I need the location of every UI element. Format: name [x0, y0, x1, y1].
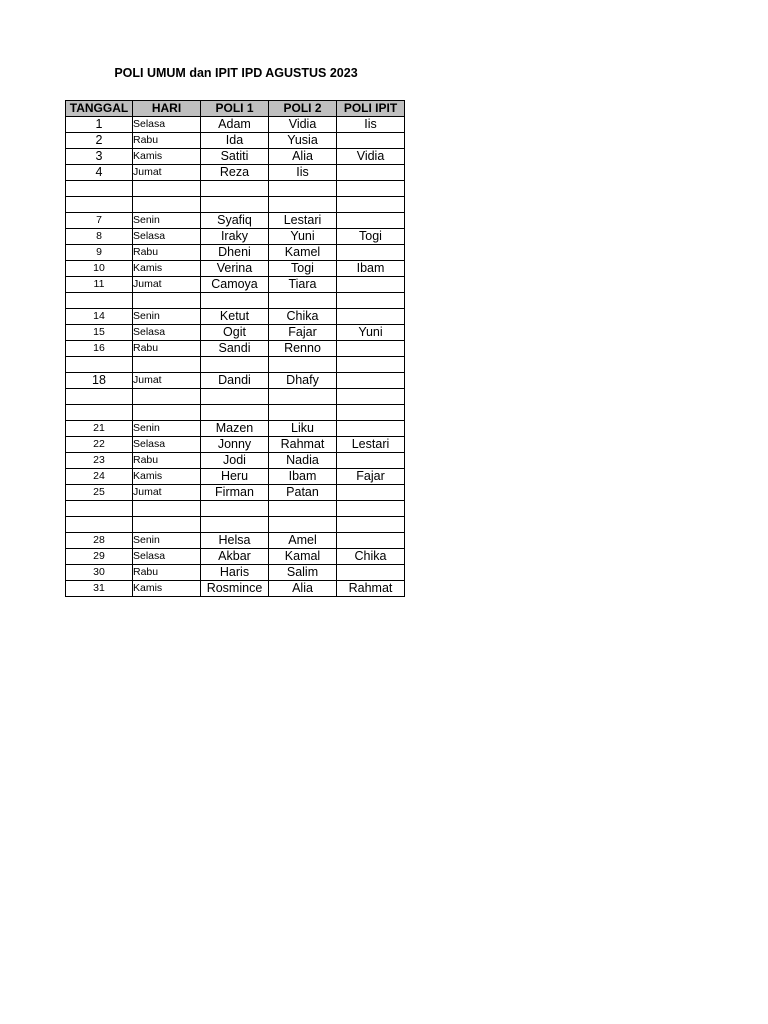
table-row — [66, 421, 405, 437]
cell-poli-1: Ogit — [201, 325, 269, 341]
cell-tanggal: 24 — [66, 469, 133, 485]
table-row — [66, 293, 405, 309]
cell-poli-1: Syafiq — [201, 213, 269, 229]
cell-poli-2: Nadia — [269, 453, 337, 469]
table-row — [66, 213, 405, 229]
cell-poli-ipit — [337, 213, 405, 229]
cell-poli-ipit: Togi — [337, 229, 405, 245]
cell-poli-2: Chika — [269, 309, 337, 325]
cell-tanggal — [66, 389, 133, 405]
cell-poli-2: Patan — [269, 485, 337, 501]
cell-hari — [133, 197, 201, 213]
cell-poli-ipit — [337, 197, 405, 213]
cell-poli-ipit — [337, 293, 405, 309]
cell-poli-1: Haris — [201, 565, 269, 581]
cell-hari — [133, 389, 201, 405]
cell-poli-2: Rahmat — [269, 437, 337, 453]
cell-poli-ipit — [337, 485, 405, 501]
table-row — [66, 533, 405, 549]
cell-poli-2 — [269, 197, 337, 213]
cell-hari: Rabu — [133, 341, 201, 357]
table-row — [66, 181, 405, 197]
cell-poli-ipit — [337, 341, 405, 357]
cell-tanggal: 30 — [66, 565, 133, 581]
cell-poli-ipit: Iis — [337, 117, 405, 133]
cell-poli-ipit — [337, 533, 405, 549]
cell-hari: Kamis — [133, 261, 201, 277]
cell-poli-ipit — [337, 277, 405, 293]
table-row — [66, 261, 405, 277]
cell-tanggal: 4 — [66, 165, 133, 181]
cell-poli-2 — [269, 181, 337, 197]
cell-poli-2 — [269, 501, 337, 517]
cell-poli-ipit — [337, 181, 405, 197]
table-row — [66, 165, 405, 181]
cell-poli-1: Adam — [201, 117, 269, 133]
cell-hari: Jumat — [133, 485, 201, 501]
cell-poli-ipit — [337, 517, 405, 533]
cell-poli-ipit — [337, 165, 405, 181]
cell-poli-1: Heru — [201, 469, 269, 485]
schedule-table — [65, 100, 405, 597]
cell-poli-ipit: Yuni — [337, 325, 405, 341]
cell-poli-1: Mazen — [201, 421, 269, 437]
cell-tanggal — [66, 293, 133, 309]
cell-hari — [133, 181, 201, 197]
cell-hari — [133, 517, 201, 533]
cell-hari — [133, 501, 201, 517]
cell-poli-1 — [201, 293, 269, 309]
cell-poli-1: Jonny — [201, 437, 269, 453]
table-row — [66, 325, 405, 341]
cell-tanggal — [66, 405, 133, 421]
cell-poli-2 — [269, 293, 337, 309]
cell-hari: Kamis — [133, 149, 201, 165]
cell-poli-ipit: Vidia — [337, 149, 405, 165]
cell-tanggal: 11 — [66, 277, 133, 293]
table-row — [66, 357, 405, 373]
cell-hari — [133, 357, 201, 373]
cell-tanggal — [66, 501, 133, 517]
cell-tanggal — [66, 357, 133, 373]
cell-tanggal: 21 — [66, 421, 133, 437]
cell-poli-ipit: Fajar — [337, 469, 405, 485]
table-row — [66, 309, 405, 325]
page-title: POLI UMUM dan IPIT IPD AGUSTUS 2023 — [114, 66, 358, 80]
cell-poli-2 — [269, 517, 337, 533]
cell-tanggal: 2 — [66, 133, 133, 149]
cell-hari: Rabu — [133, 133, 201, 149]
cell-hari: Senin — [133, 421, 201, 437]
cell-poli-ipit — [337, 501, 405, 517]
cell-poli-2: Alia — [269, 581, 337, 597]
cell-tanggal: 29 — [66, 549, 133, 565]
table-row — [66, 277, 405, 293]
cell-tanggal: 16 — [66, 341, 133, 357]
cell-poli-2: Liku — [269, 421, 337, 437]
cell-poli-2: Alia — [269, 149, 337, 165]
header-row — [66, 101, 405, 117]
cell-hari: Jumat — [133, 165, 201, 181]
cell-poli-1: Dandi — [201, 373, 269, 389]
table-row — [66, 549, 405, 565]
table-row — [66, 485, 405, 501]
cell-tanggal: 31 — [66, 581, 133, 597]
table-row — [66, 437, 405, 453]
cell-poli-2: Renno — [269, 341, 337, 357]
cell-poli-2 — [269, 405, 337, 421]
table-row — [66, 229, 405, 245]
cell-poli-ipit: Lestari — [337, 437, 405, 453]
cell-poli-2: Tiara — [269, 277, 337, 293]
cell-hari: Selasa — [133, 229, 201, 245]
cell-hari: Selasa — [133, 549, 201, 565]
table-row — [66, 501, 405, 517]
cell-hari: Jumat — [133, 277, 201, 293]
cell-poli-2: Fajar — [269, 325, 337, 341]
cell-hari: Rabu — [133, 565, 201, 581]
cell-poli-1: Rosmince — [201, 581, 269, 597]
cell-hari: Kamis — [133, 581, 201, 597]
cell-tanggal: 14 — [66, 309, 133, 325]
cell-poli-2: Iis — [269, 165, 337, 181]
cell-tanggal: 10 — [66, 261, 133, 277]
cell-hari — [133, 293, 201, 309]
cell-poli-ipit — [337, 309, 405, 325]
cell-tanggal — [66, 517, 133, 533]
cell-poli-1 — [201, 389, 269, 405]
cell-poli-1: Jodi — [201, 453, 269, 469]
cell-poli-1: Helsa — [201, 533, 269, 549]
cell-poli-1: Dheni — [201, 245, 269, 261]
cell-poli-1: Satiti — [201, 149, 269, 165]
cell-poli-ipit: Rahmat — [337, 581, 405, 597]
cell-hari: Selasa — [133, 117, 201, 133]
cell-poli-ipit — [337, 405, 405, 421]
cell-hari: Senin — [133, 309, 201, 325]
cell-poli-2: Kamel — [269, 245, 337, 261]
cell-hari: Senin — [133, 213, 201, 229]
cell-tanggal: 23 — [66, 453, 133, 469]
table-row — [66, 517, 405, 533]
header-poli-2: POLI 2 — [269, 101, 337, 117]
cell-tanggal: 8 — [66, 229, 133, 245]
cell-hari: Senin — [133, 533, 201, 549]
cell-poli-2: Kamal — [269, 549, 337, 565]
cell-poli-ipit — [337, 373, 405, 389]
cell-hari: Selasa — [133, 437, 201, 453]
cell-poli-ipit — [337, 133, 405, 149]
table-row — [66, 581, 405, 597]
cell-poli-2: Togi — [269, 261, 337, 277]
cell-tanggal: 7 — [66, 213, 133, 229]
cell-hari — [133, 405, 201, 421]
cell-tanggal: 25 — [66, 485, 133, 501]
cell-poli-ipit — [337, 389, 405, 405]
cell-poli-ipit — [337, 565, 405, 581]
cell-poli-1 — [201, 357, 269, 373]
cell-tanggal: 22 — [66, 437, 133, 453]
cell-poli-2 — [269, 389, 337, 405]
table-row — [66, 197, 405, 213]
cell-poli-ipit: Chika — [337, 549, 405, 565]
table-row — [66, 245, 405, 261]
header-tanggal: TANGGAL — [66, 101, 133, 117]
cell-poli-1: Akbar — [201, 549, 269, 565]
cell-poli-ipit — [337, 421, 405, 437]
cell-poli-ipit — [337, 357, 405, 373]
cell-poli-1 — [201, 517, 269, 533]
cell-poli-1 — [201, 405, 269, 421]
cell-poli-1: Iraky — [201, 229, 269, 245]
cell-poli-1: Verina — [201, 261, 269, 277]
cell-poli-2: Dhafy — [269, 373, 337, 389]
cell-tanggal: 18 — [66, 373, 133, 389]
cell-poli-1 — [201, 181, 269, 197]
cell-poli-2: Vidia — [269, 117, 337, 133]
table-row — [66, 389, 405, 405]
cell-tanggal: 9 — [66, 245, 133, 261]
header-hari: HARI — [133, 101, 201, 117]
cell-tanggal: 28 — [66, 533, 133, 549]
cell-poli-2: Yuni — [269, 229, 337, 245]
table-row — [66, 117, 405, 133]
cell-poli-2 — [269, 357, 337, 373]
cell-poli-1 — [201, 501, 269, 517]
cell-poli-1 — [201, 197, 269, 213]
cell-poli-2: Yusia — [269, 133, 337, 149]
cell-poli-2: Salim — [269, 565, 337, 581]
cell-tanggal: 15 — [66, 325, 133, 341]
table-row — [66, 453, 405, 469]
cell-poli-1: Firman — [201, 485, 269, 501]
cell-hari: Rabu — [133, 245, 201, 261]
table-row — [66, 469, 405, 485]
cell-poli-1: Ida — [201, 133, 269, 149]
table-row — [66, 133, 405, 149]
cell-hari: Jumat — [133, 373, 201, 389]
cell-poli-ipit — [337, 453, 405, 469]
cell-hari: Kamis — [133, 469, 201, 485]
cell-poli-2: Lestari — [269, 213, 337, 229]
cell-poli-2: Amel — [269, 533, 337, 549]
table-row — [66, 565, 405, 581]
cell-tanggal — [66, 181, 133, 197]
table-row — [66, 341, 405, 357]
header-poli-1: POLI 1 — [201, 101, 269, 117]
header-poli-ipit: POLI IPIT — [337, 101, 405, 117]
table-row — [66, 405, 405, 421]
cell-hari: Selasa — [133, 325, 201, 341]
cell-poli-ipit — [337, 245, 405, 261]
cell-poli-1: Reza — [201, 165, 269, 181]
cell-poli-1: Camoya — [201, 277, 269, 293]
cell-poli-2: Ibam — [269, 469, 337, 485]
cell-poli-ipit: Ibam — [337, 261, 405, 277]
cell-poli-1: Sandi — [201, 341, 269, 357]
table-row — [66, 373, 405, 389]
cell-tanggal: 3 — [66, 149, 133, 165]
cell-tanggal: 1 — [66, 117, 133, 133]
cell-poli-1: Ketut — [201, 309, 269, 325]
cell-tanggal — [66, 197, 133, 213]
cell-hari: Rabu — [133, 453, 201, 469]
table-row — [66, 149, 405, 165]
